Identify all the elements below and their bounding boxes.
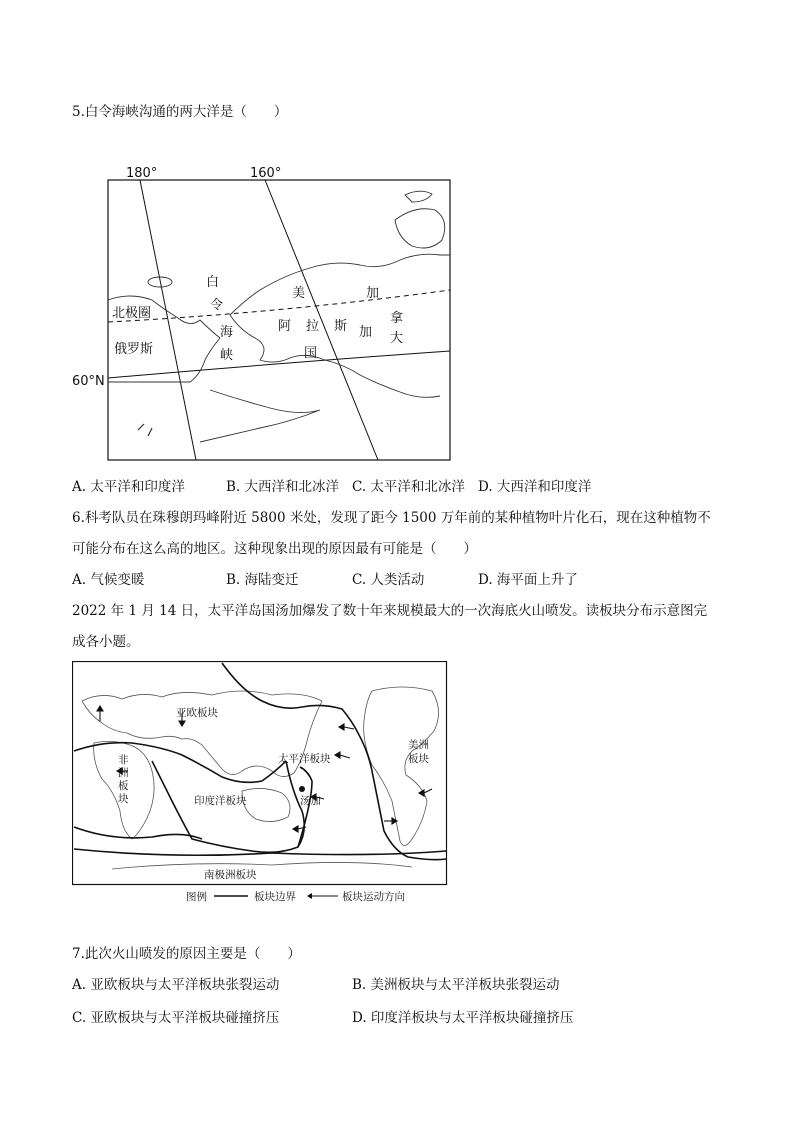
label-pacific-plate: 太平洋板块	[278, 753, 331, 765]
lon-label-160: 160°	[250, 166, 282, 181]
label-eurasian-plate: 亚欧板块	[176, 707, 218, 719]
lat-label-60n: 60°N	[72, 374, 105, 389]
q7-option-b[interactable]: B. 美洲板块与太平洋板块张裂运动	[352, 977, 560, 993]
label-la: 拉	[306, 319, 320, 334]
plate-map	[72, 661, 448, 907]
label-jia: 加	[359, 325, 373, 340]
q5-option-c[interactable]: C. 太平洋和北冰洋	[352, 479, 465, 495]
label-hai: 海	[220, 325, 234, 340]
q6-option-b[interactable]: B. 海陆变迁	[226, 572, 299, 588]
label-bai: 白	[206, 275, 220, 290]
q6-option-a[interactable]: A. 气候变暖	[72, 572, 145, 588]
continent-america	[364, 687, 439, 846]
label-mei: 美	[292, 286, 306, 301]
q6-option-c[interactable]: C. 人类活动	[352, 572, 425, 588]
intro-line1: 2022 年 1 月 14 日，太平洋岛国汤加爆发了数十年来规模最大的一次海底火山喷发。读板块分布示意图完	[72, 603, 708, 619]
legend-title: 图例	[186, 891, 207, 903]
legend-direction-label: 板块运动方向	[342, 891, 405, 903]
label-african-2: 洲	[118, 767, 129, 779]
q5-option-a[interactable]: A. 太平洋和印度洋	[72, 479, 185, 495]
label-guo: 国	[304, 346, 318, 361]
bering-strait-map	[60, 160, 460, 465]
question-6-stem-line2: 可能分布在这么高的地区。这种现象出现的原因最有可能是（ ）	[72, 541, 477, 557]
label-xia: 峡	[220, 348, 234, 363]
label-african-1: 非	[118, 754, 129, 766]
q7-option-c[interactable]: C. 亚欧板块与太平洋板块碰撞挤压	[72, 1010, 280, 1026]
lon-label-180: 180°	[126, 166, 158, 181]
motion-arrows	[97, 706, 432, 832]
continent-australia	[242, 788, 290, 821]
legend-boundary-label: 板块边界	[254, 891, 296, 903]
q5-option-b[interactable]: B. 大西洋和北冰洋	[226, 479, 340, 495]
question-7-stem: 7.此次火山喷发的原因主要是（ ）	[72, 946, 301, 962]
q7-option-d[interactable]: D. 印度洋板块与太平洋板块碰撞挤压	[352, 1010, 574, 1026]
continent-antarctica	[112, 862, 412, 869]
label-antarctic-plate: 南极洲板块	[204, 869, 257, 881]
label-na: 拿	[390, 311, 404, 326]
legend-arrow-icon	[307, 893, 312, 899]
label-arctic-circle: 北极圈	[112, 306, 152, 321]
label-american-1: 美洲	[408, 739, 429, 751]
question-5-stem: 5.白令海峡沟通的两大洋是（ ）	[72, 104, 288, 120]
coast-aleutian	[200, 390, 320, 442]
plate-map-frame	[73, 662, 447, 885]
label-si: 斯	[334, 319, 348, 334]
label-tonga: 汤加	[300, 795, 321, 807]
label-a: 阿	[278, 319, 292, 334]
q5-option-d[interactable]: D. 大西洋和印度洋	[478, 479, 592, 495]
label-jia2: 加	[366, 286, 380, 301]
question-6-stem-line1: 6.科考队员在珠穆朗玛峰附近 5800 米处，发现了距今 1500 万年前的某种植物叶片化石，现在这种植物不	[72, 510, 711, 526]
q6-option-d[interactable]: D. 海平面上升了	[478, 572, 578, 588]
label-indian-plate: 印度洋板块	[194, 795, 247, 807]
label-american-2: 板块	[408, 753, 429, 765]
parallel-60n	[108, 351, 450, 378]
intro-line2: 成各小题。	[72, 634, 140, 650]
q7-option-a[interactable]: A. 亚欧板块与太平洋板块张裂运动	[72, 977, 280, 993]
label-ling: 令	[210, 298, 224, 313]
label-russia: 俄罗斯	[114, 342, 154, 357]
boundary-eurasia-south	[74, 743, 286, 783]
label-african-4: 块	[118, 793, 129, 805]
label-da: 大	[390, 331, 404, 346]
arctic-island	[395, 209, 445, 248]
label-african-3: 板	[118, 780, 129, 792]
tonga-point	[299, 786, 305, 792]
